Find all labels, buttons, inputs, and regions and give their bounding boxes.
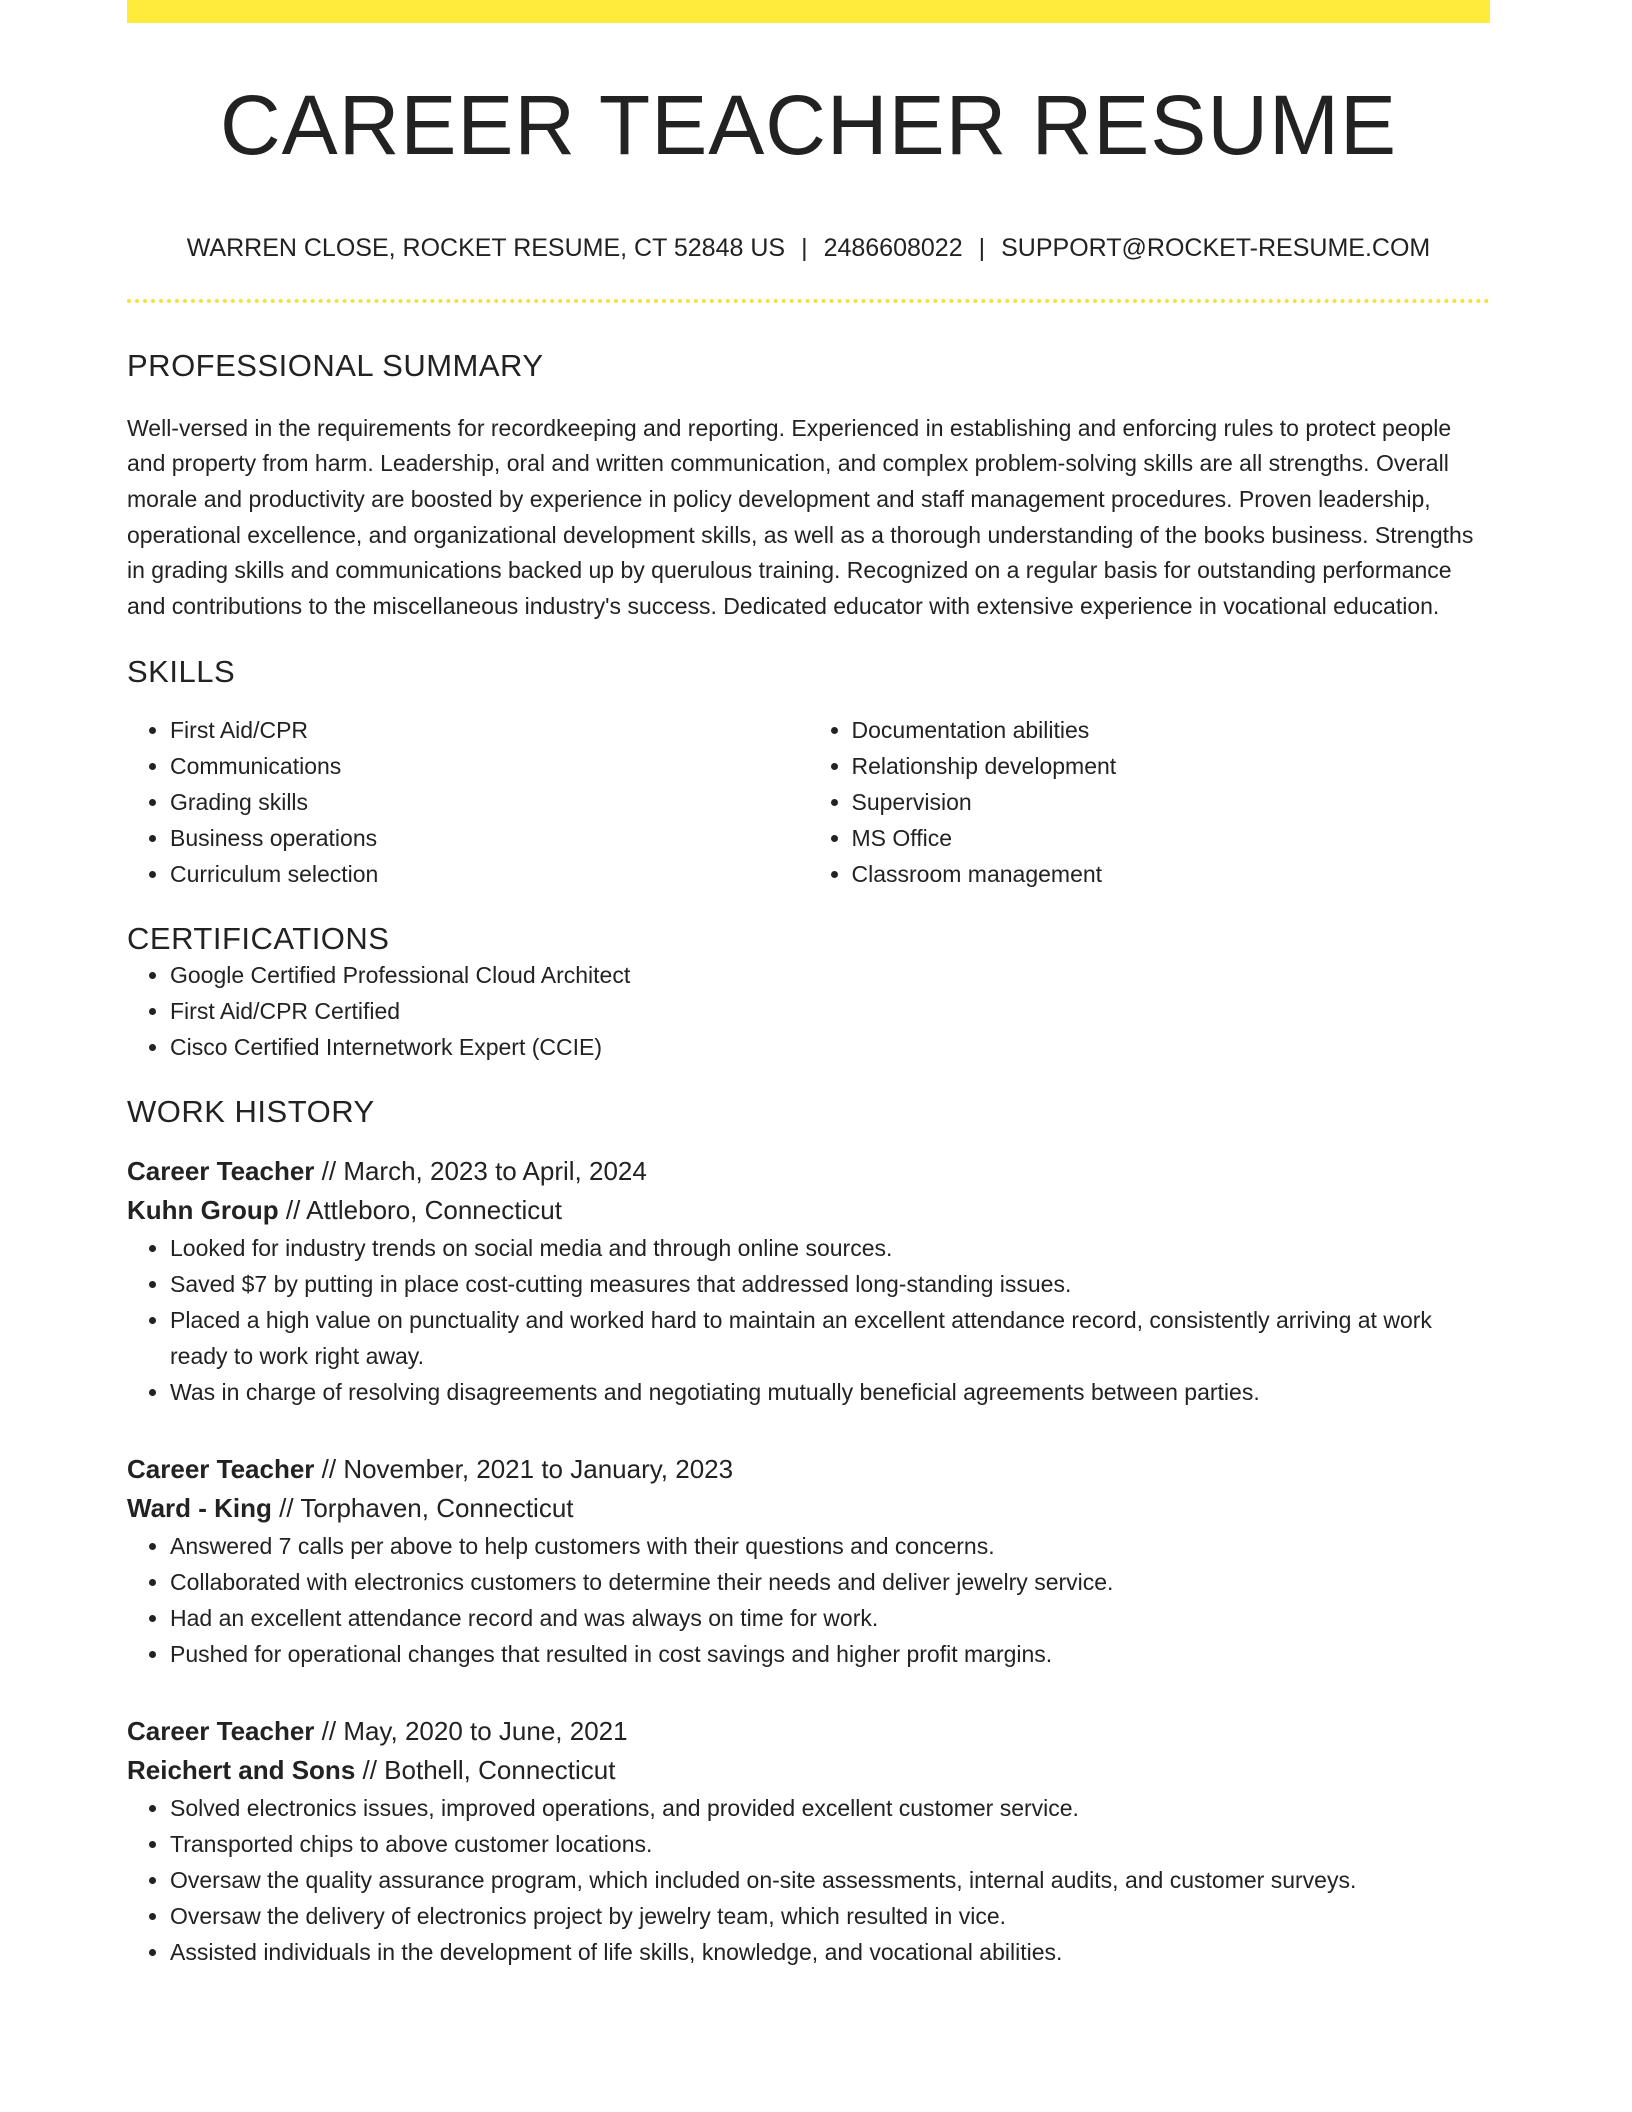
job-bullet: • Transported chips to above customer locations. bbox=[170, 1826, 1490, 1862]
job-dates: // March, 2023 to April, 2024 bbox=[314, 1156, 647, 1187]
skill-item: • Grading skills bbox=[170, 784, 809, 820]
job-company: Reichert and Sons bbox=[127, 1755, 356, 1786]
resume-title: CAREER TEACHER RESUME bbox=[220, 78, 1397, 172]
job-bullet: • Collaborated with electronics customers to determine their needs and deliver jewelry service. bbox=[170, 1564, 1490, 1600]
job-bullet: • Placed a high value on punctuality and worked hard to maintain an excellent attendance record, consistently arriving at work ready to work right away. bbox=[170, 1302, 1490, 1374]
skills-grid bbox=[127, 712, 1490, 892]
job-company-line bbox=[127, 1489, 1490, 1528]
certifications-heading: CERTIFICATIONS bbox=[127, 920, 390, 956]
job-entry bbox=[127, 1152, 1490, 1410]
job-role: Career Teacher bbox=[127, 1156, 315, 1187]
contact-separator: | bbox=[978, 234, 986, 263]
summary-heading: PROFESSIONAL SUMMARY bbox=[127, 348, 544, 384]
resume-page bbox=[127, 0, 1490, 1970]
certification-item: • First Aid/CPR Certified bbox=[170, 993, 1490, 1029]
contact-email: SUPPORT@ROCKET-RESUME.COM bbox=[1001, 234, 1431, 263]
job-bullet: • Looked for industry trends on social media and through online sources. bbox=[170, 1230, 1490, 1266]
job-company: Kuhn Group bbox=[127, 1195, 279, 1226]
work-history-heading: WORK HISTORY bbox=[127, 1094, 375, 1130]
contact-separator: | bbox=[801, 234, 808, 263]
skill-item: • Communications bbox=[170, 748, 809, 784]
job-location: // Attleboro, Connecticut bbox=[278, 1195, 562, 1226]
skill-item: • Curriculum selection bbox=[170, 856, 809, 892]
contact-phone: 2486608022 bbox=[823, 234, 963, 263]
certification-item: • Google Certified Professional Cloud Architect bbox=[170, 957, 1490, 993]
skills-list-left bbox=[127, 712, 809, 892]
skills-heading: SKILLS bbox=[127, 653, 236, 689]
job-role: Career Teacher bbox=[127, 1716, 315, 1747]
job-company-line bbox=[127, 1751, 1490, 1790]
contact-line bbox=[127, 233, 1490, 263]
job-bullet: • Saved $7 by putting in place cost-cutting measures that addressed long-standing issues. bbox=[170, 1266, 1490, 1302]
contact-address: WARREN CLOSE, ROCKET RESUME, CT 52848 US bbox=[186, 234, 786, 263]
job-bullet: • Assisted individuals in the development of life skills, knowledge, and vocational abilities. bbox=[170, 1934, 1490, 1970]
skill-item: • MS Office bbox=[852, 820, 1491, 856]
skill-item: • Classroom management bbox=[852, 856, 1491, 892]
skills-list-right bbox=[809, 712, 1491, 892]
job-bullets bbox=[127, 1230, 1490, 1410]
job-bullet: • Oversaw the delivery of electronics project by jewelry team, which resulted in vice. bbox=[170, 1898, 1490, 1934]
job-location: // Bothell, Connecticut bbox=[355, 1755, 616, 1786]
job-bullet: • Answered 7 calls per above to help customers with their questions and concerns. bbox=[170, 1528, 1490, 1564]
job-company-line bbox=[127, 1191, 1490, 1230]
job-bullet: • Had an excellent attendance record and was always on time for work. bbox=[170, 1600, 1490, 1636]
job-bullet: • Was in charge of resolving disagreements and negotiating mutually beneficial agreements between parties. bbox=[170, 1374, 1490, 1410]
skill-item: • Documentation abilities bbox=[852, 712, 1491, 748]
job-entry bbox=[127, 1450, 1490, 1672]
job-title-line bbox=[127, 1450, 1490, 1489]
job-entry bbox=[127, 1712, 1490, 1970]
job-dates: // May, 2020 to June, 2021 bbox=[314, 1716, 628, 1747]
certification-item: • Cisco Certified Internetwork Expert (CCIE) bbox=[170, 1029, 1490, 1065]
summary-text: Well-versed in the requirements for recordkeeping and reporting. Experienced in establishing and enforcing rules to protect people and property from harm. Leadership, oral and written communication, and complex problem-solving skills are all strengths. Overall morale and productivity are boosted by experience in policy development and staff management procedures. Proven leadership, operational excellence, and organizational development skills, as well as a thorough understanding of the books business. Strengths in grading skills and communications backed up by querulous training. Recognized on a regular basis for outstanding performance and contributions to the miscellaneous industry's success. Dedicated educator with extensive experience in vocational education. bbox=[127, 414, 1474, 620]
job-role: Career Teacher bbox=[127, 1454, 315, 1485]
job-company: Ward - King bbox=[127, 1493, 272, 1524]
skill-item: • Supervision bbox=[852, 784, 1491, 820]
skill-item: • First Aid/CPR bbox=[170, 712, 809, 748]
dotted-divider bbox=[127, 299, 1490, 303]
skill-item: • Business operations bbox=[170, 820, 809, 856]
job-title-line bbox=[127, 1712, 1490, 1751]
accent-top-bar bbox=[127, 0, 1490, 23]
certifications-list bbox=[127, 957, 1490, 1065]
job-title-line bbox=[127, 1152, 1490, 1191]
job-bullet: • Pushed for operational changes that resulted in cost savings and higher profit margins. bbox=[170, 1636, 1490, 1672]
job-bullet: • Solved electronics issues, improved operations, and provided excellent customer service. bbox=[170, 1790, 1490, 1826]
job-bullet: • Oversaw the quality assurance program, which included on-site assessments, internal audits, and customer surveys. bbox=[170, 1862, 1490, 1898]
job-location: // Torphaven, Connecticut bbox=[271, 1493, 574, 1524]
skill-item: • Relationship development bbox=[852, 748, 1491, 784]
job-bullets bbox=[127, 1528, 1490, 1672]
job-bullets bbox=[127, 1790, 1490, 1970]
job-dates: // November, 2021 to January, 2023 bbox=[314, 1454, 734, 1485]
